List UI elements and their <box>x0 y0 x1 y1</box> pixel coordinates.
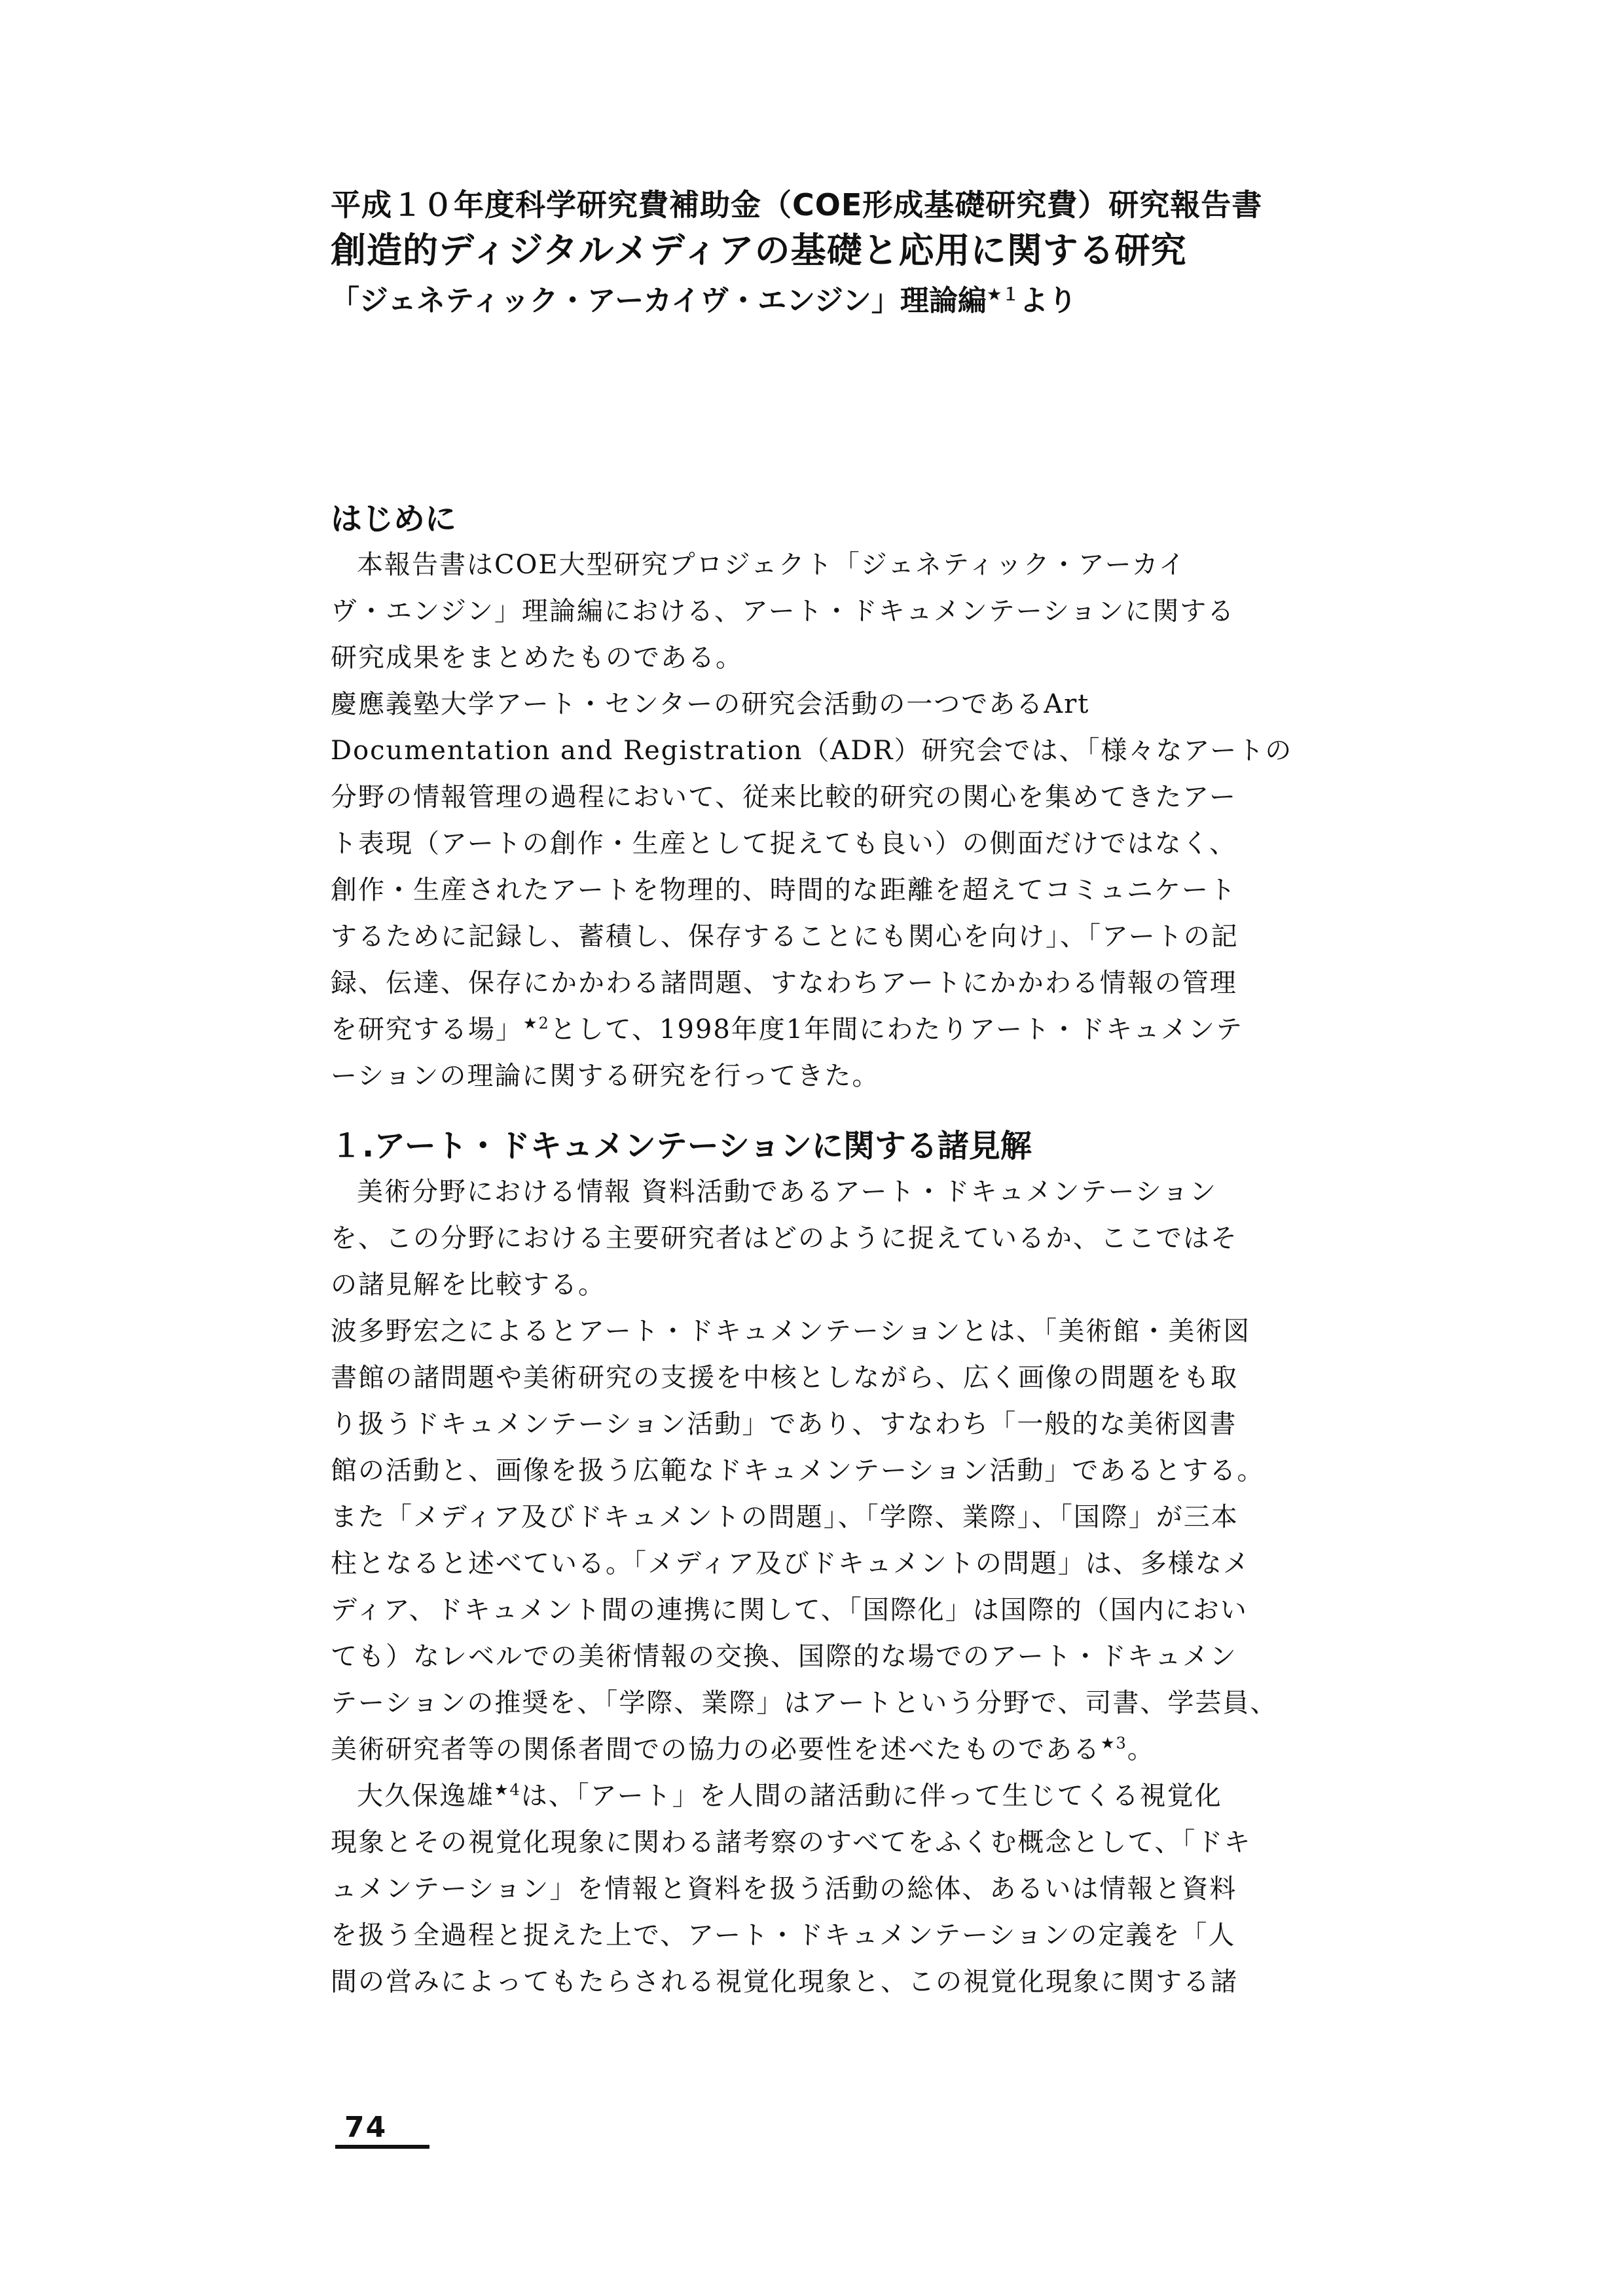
section1-line: 書館の諸問題や美術研究の支援を中核としながら、広く画像の問題をも取 <box>331 1363 1238 1393</box>
section1-line <box>331 1727 1221 1773</box>
subtitle-text: 「ジェネティック・アーカイヴ・エンジン」理論編 <box>331 284 987 317</box>
section1-heading: １.アート・ドキュメンテーションに関する諸見解 <box>331 1128 1032 1164</box>
intro-line <box>331 1007 1244 1053</box>
report-header <box>331 185 1313 326</box>
section1-line-part: 大久保逸雄 <box>357 1781 494 1811</box>
section1-line: 柱となると述べている。「メディア及びドキュメントの問題」は、多様なメ <box>331 1549 1250 1579</box>
subtitle-tail: より <box>1019 284 1077 317</box>
intro-line: 研究成果をまとめたものである。 <box>331 643 743 673</box>
section1-line-part: は、「アート」を人間の諸活動に伴って生じてくる視覚化 <box>520 1781 1222 1811</box>
section1-line: ても）なレベルでの美術情報の交換、国際的な場でのアート・ドキュメン <box>331 1641 1237 1672</box>
section1-line: 間の営みによってもたらされる視覚化現象と、この視覚化現象に関する諸 <box>331 1967 1238 1997</box>
report-series-title: 平成１０年度科学研究費補助金（COE形成基礎研究費）研究報告書 <box>331 187 1263 223</box>
intro-line: 分野の情報管理の過程において、従来比較的研究の関心を集めてきたアー <box>331 782 1237 812</box>
report-main-title: 創造的ディジタルメディアの基礎と応用に関する研究 <box>331 230 1187 271</box>
section1-line: 館の活動と、画像を扱う広範なドキュメンテーション活動」であるとする。 <box>331 1456 1265 1486</box>
footnote-ref-2: ★2 <box>523 1014 550 1033</box>
section1-line: 美術分野における情報 資料活動であるアート・ドキュメンテーション <box>357 1177 1217 1207</box>
section1-line: テーションの推奨を、「学際、業際」はアートという分野で、司書、学芸員、 <box>331 1688 1278 1718</box>
section1-line: また「メディア及びドキュメントの問題」、「学際、業際」、「国際」が三本 <box>331 1502 1239 1532</box>
intro-line: 録、伝達、保存にかかわる諸問題、すなわちアートにかかわる情報の管理 <box>331 968 1237 998</box>
section1-body <box>331 1169 1278 2005</box>
section1-line: を、この分野における主要研究者はどのように捉えているか、ここではそ <box>331 1223 1238 1253</box>
section1-line: を扱う全過程と捉えた上で、アート・ドキュメンテーションの定義を「人 <box>331 1920 1236 1950</box>
section1-line: の諸見解を比較する。 <box>331 1270 606 1300</box>
intro-line: ーションの理論に関する研究を行ってきた。 <box>331 1061 880 1091</box>
intro-line: 慶應義塾大学アート・センターの研究会活動の一つであるArt <box>331 689 1090 719</box>
intro-line: Documentation and Registration（ADR）研究会では、「様々なアートの <box>331 736 1293 766</box>
intro-line: ト表現（アートの創作・生産として捉えても良い）の側面だけではなく、 <box>331 829 1237 859</box>
intro-line: 本報告書はCOE大型研究プロジェクト「ジェネティック・アーカイ <box>357 550 1186 580</box>
footnote-ref-1: ★１ <box>986 284 1019 305</box>
intro-heading: はじめに <box>331 501 457 537</box>
section1-line: ュメンテーション」を情報と資料を扱う活動の総体、あるいは情報と資料 <box>331 1874 1237 1904</box>
intro-body <box>331 542 1293 1100</box>
page-number: 74 <box>335 2111 429 2149</box>
section1-line: 現象とその視覚化現象に関わる諸考察のすべてをふくむ概念として、「ドキ <box>331 1827 1252 1857</box>
section1-line: 波多野宏之によるとアート・ドキュメンテーションとは、「美術館・美術図 <box>331 1316 1251 1346</box>
intro-line-part: を研究する場」 <box>331 1014 523 1045</box>
report-subtitle <box>331 276 1313 326</box>
intro-line: するために記録し、蓄積し、保存することにも関心を向け」、「アートの記 <box>331 922 1239 952</box>
intro-line-part: として、1998年度1年間にわたりアート・ドキュメンテ <box>549 1014 1244 1045</box>
section1-line: ディア、ドキュメント間の連携に関して、「国際化」は国際的（国内におい <box>331 1595 1248 1625</box>
section1-line-part: 。 <box>1127 1734 1155 1765</box>
footnote-ref-3: ★3 <box>1101 1734 1127 1753</box>
footnote-ref-4: ★4 <box>494 1780 521 1799</box>
section1-line: り扱うドキュメンテーション活動」であり、すなわち「一般的な美術図書 <box>331 1409 1237 1439</box>
intro-line: 創作・生産されたアートを物理的、時間的な距離を超えてコミュニケート <box>331 875 1237 905</box>
section1-line-part: 美術研究者等の関係者間での協力の必要性を述べたものである <box>331 1734 1101 1765</box>
intro-line: ヴ・エンジン」理論編における、アート・ドキュメンテーションに関する <box>331 596 1235 626</box>
section1-line <box>331 1773 1221 1820</box>
